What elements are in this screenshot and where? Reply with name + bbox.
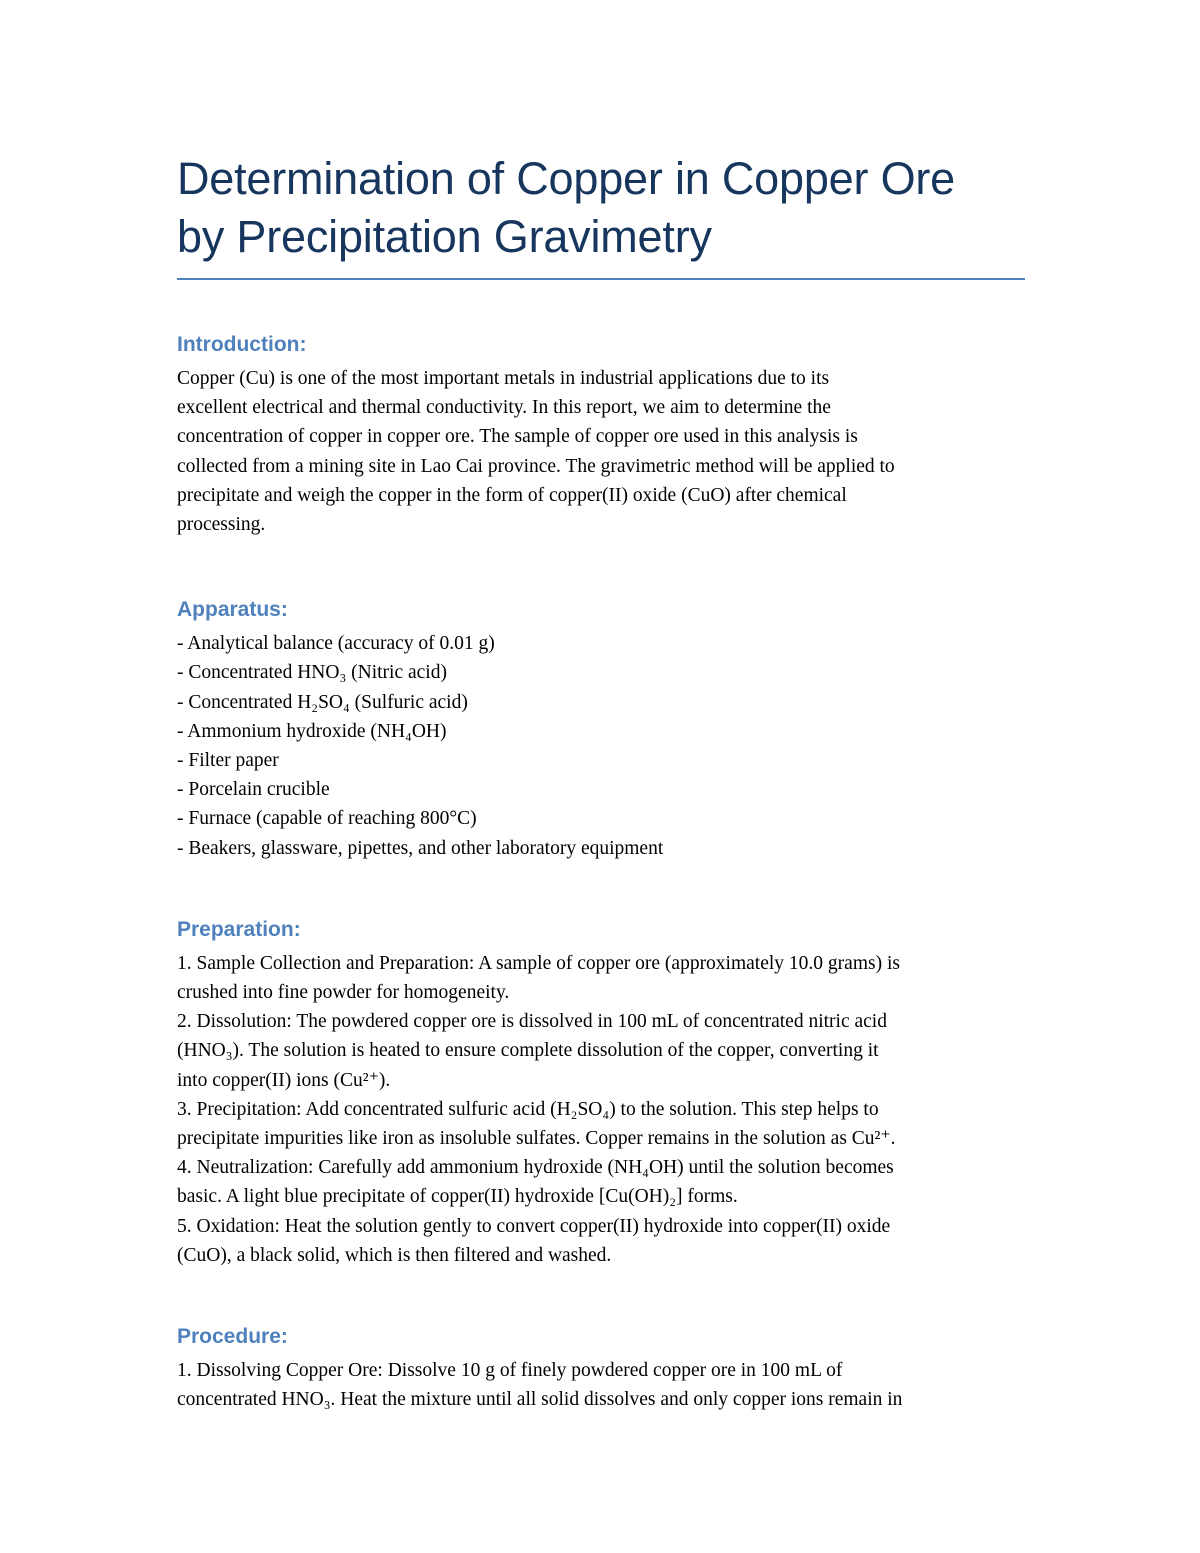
procedure-steps — [177, 1356, 1025, 1414]
preparation-line: 3. Precipitation: Add concentrated sulfuric acid (H₂SO₄) to the solution. This step helps to — [177, 1098, 879, 1120]
introduction-line: concentration of copper in copper ore. The sample of copper ore used in this analysis is — [177, 426, 858, 448]
introduction-line: Copper (Cu) is one of the most important metals in industrial applications due to its — [177, 368, 830, 389]
preparation-line: into copper(II) ions (Cu²⁺). — [177, 1069, 391, 1091]
preparation-section — [177, 915, 1025, 1270]
apparatus-list — [177, 629, 1025, 863]
preparation-heading: Preparation: — [177, 917, 301, 941]
introduction-line: excellent electrical and thermal conductivity. In this report, we aim to determine the — [177, 397, 831, 419]
apparatus-item: - Concentrated HNO₃ (Nitric acid) — [177, 662, 447, 684]
apparatus-item: - Concentrated H₂SO₄ (Sulfuric acid) — [177, 691, 468, 713]
introduction-heading: Introduction: — [177, 333, 307, 356]
introduction-line: collected from a mining site in Lao Cai province. The gravimetric method will be applied to — [177, 455, 895, 477]
preparation-line: (CuO), a black solid, which is then filtered and washed. — [177, 1244, 612, 1266]
preparation-line: 5. Oxidation: Heat the solution gently to convert copper(II) hydroxide into copper(II) oxide — [177, 1215, 891, 1237]
introduction-section — [177, 330, 1025, 539]
introduction-line: precipitate and weigh the copper in the form of copper(II) oxide (CuO) after chemical — [177, 484, 847, 506]
apparatus-item: - Porcelain crucible — [177, 779, 330, 801]
document-title — [177, 150, 1025, 280]
preparation-line: 4. Neutralization: Carefully add ammonium hydroxide (NH₄OH) until the solution becomes — [177, 1157, 894, 1179]
procedure-heading: Procedure: — [177, 1325, 288, 1349]
title-line-2: by Precipitation Gravimetry — [177, 211, 712, 262]
preparation-line: precipitate impurities like iron as insoluble sulfates. Copper remains in the solution as Cu²⁺. — [177, 1128, 896, 1150]
apparatus-item: - Furnace (capable of reaching 800°C) — [177, 808, 477, 830]
preparation-steps — [177, 949, 1025, 1270]
apparatus-item: - Filter paper — [177, 750, 279, 772]
title-line-1: Determination of Copper in Copper Ore — [177, 153, 955, 204]
procedure-line: concentrated HNO₃. Heat the mixture until all solid dissolves and only copper ions remain in — [177, 1389, 903, 1411]
apparatus-item: - Beakers, glassware, pipettes, and other laboratory equipment — [177, 837, 664, 859]
apparatus-section — [177, 595, 1025, 863]
preparation-line: crushed into fine powder for homogeneity. — [177, 982, 510, 1004]
apparatus-heading: Apparatus: — [177, 598, 288, 622]
preparation-line: basic. A light blue precipitate of copper(II) hydroxide [Cu(OH)₂] forms. — [177, 1186, 738, 1208]
introduction-line: processing. — [177, 514, 266, 536]
procedure-section — [177, 1322, 1025, 1414]
introduction-paragraph — [177, 364, 1025, 539]
preparation-line: 2. Dissolution: The powdered copper ore is dissolved in 100 mL of concentrated nitric acid — [177, 1011, 887, 1033]
procedure-line: 1. Dissolving Copper Ore: Dissolve 10 g of finely powdered copper ore in 100 mL of — [177, 1360, 843, 1382]
preparation-line: 1. Sample Collection and Preparation: A sample of copper ore (approximately 10.0 grams) is — [177, 952, 900, 974]
preparation-line: (HNO₃). The solution is heated to ensure complete dissolution of the copper, converting it — [177, 1040, 879, 1062]
apparatus-item: - Analytical balance (accuracy of 0.01 g) — [177, 633, 495, 655]
apparatus-item: - Ammonium hydroxide (NH₄OH) — [177, 720, 447, 742]
page-content — [177, 150, 1025, 1414]
